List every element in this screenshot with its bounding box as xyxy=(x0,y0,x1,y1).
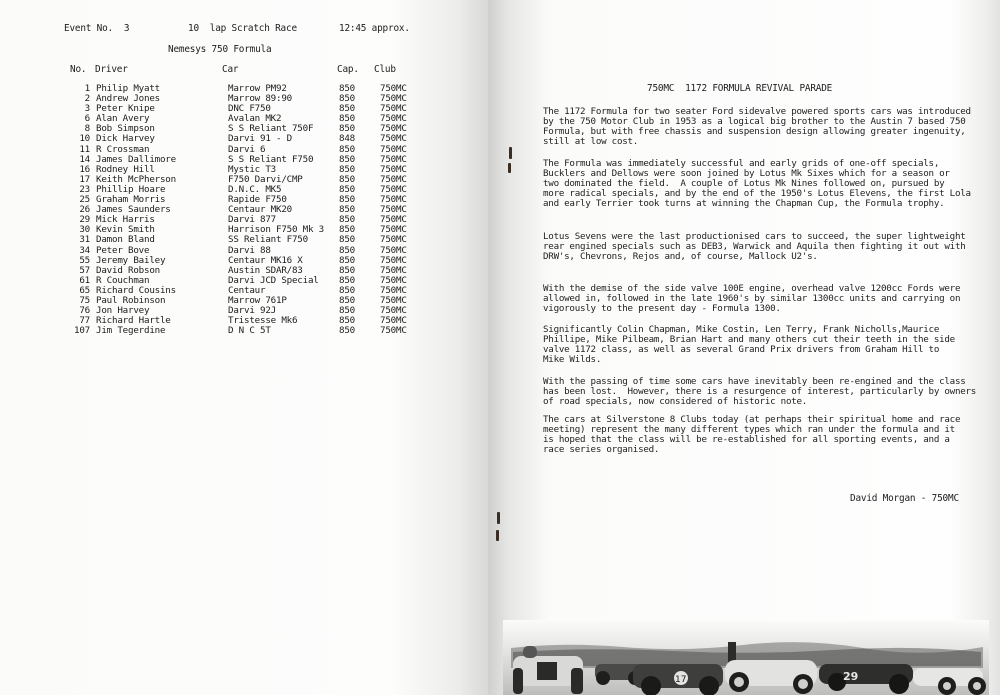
article-paragraph: The 1172 Formula for two seater Ford sidevalve powered sports cars was introduced by the 750 Motor Club in 1953 as a logical big brother to the Austin 7 based 750 Formula, but with free chassis and suspension design allowing greater ingenuity, still at low cost. xyxy=(543,106,971,148)
entry-car: F750 Darvi/CMP xyxy=(228,173,303,185)
entry-capacity: 850 xyxy=(339,234,355,246)
entry-club: 750MC xyxy=(380,325,407,337)
entry-driver: Philip Myatt xyxy=(96,83,160,94)
entry-capacity: 850 xyxy=(339,305,355,317)
left-page xyxy=(0,0,488,695)
entry-car: Mystic T3 xyxy=(228,163,276,175)
entry-capacity: 850 xyxy=(339,224,355,236)
entry-club: 750MC xyxy=(380,224,407,236)
entry-number: 16 xyxy=(79,163,90,175)
entry-club: 750MC xyxy=(380,83,407,94)
entry-club: 750MC xyxy=(380,244,407,256)
entry-club: 750MC xyxy=(380,305,407,317)
entry-club: 750MC xyxy=(380,234,407,246)
entry-club: 750MC xyxy=(380,173,407,185)
entry-car: Darvi 877 xyxy=(228,214,276,226)
entry-capacity: 850 xyxy=(339,214,355,226)
entry-driver: Jim Tegerdine xyxy=(96,325,166,337)
column-header-driver: Driver xyxy=(95,64,128,75)
entry-driver: Dick Harvey xyxy=(96,133,155,145)
entry-number: 8 xyxy=(84,123,90,135)
entry-car: Marrow PM92 xyxy=(228,83,287,94)
entry-number: 77 xyxy=(79,315,90,327)
entry-capacity: 850 xyxy=(339,93,355,105)
entry-club: 750MC xyxy=(380,204,407,216)
staple-mark xyxy=(508,163,511,173)
staple-mark xyxy=(496,530,499,541)
column-header-car: Car xyxy=(222,64,239,75)
entry-club: 750MC xyxy=(380,214,407,226)
entry-car: Darvi JCD Special xyxy=(228,274,319,286)
entry-number: 75 xyxy=(79,294,90,306)
staple-mark xyxy=(497,512,500,524)
entry-driver: Keith McPherson xyxy=(96,173,176,185)
entry-capacity: 848 xyxy=(339,133,355,145)
entry-driver: Peter Bove xyxy=(96,244,150,256)
entry-capacity: 850 xyxy=(339,274,355,286)
entry-driver: Phillip Hoare xyxy=(96,183,166,195)
entry-number: 10 xyxy=(79,133,90,145)
entry-driver: Rodney Hill xyxy=(96,163,155,175)
entry-number: 14 xyxy=(79,153,90,165)
entry-number: 6 xyxy=(84,113,90,125)
entry-number: 57 xyxy=(79,264,90,276)
entry-number: 17 xyxy=(79,173,90,185)
entry-car: Tristesse Mk6 xyxy=(228,315,298,327)
entry-club: 750MC xyxy=(380,274,407,286)
entry-club: 750MC xyxy=(380,194,407,206)
entry-capacity: 850 xyxy=(339,254,355,266)
entry-driver: Jeremy Bailey xyxy=(96,254,166,266)
entry-club: 750MC xyxy=(380,153,407,165)
entry-driver: Kevin Smith xyxy=(96,224,155,236)
vintage-race-cars-image xyxy=(503,620,989,695)
entry-car: DNC F750 xyxy=(228,103,271,115)
entry-car: Darvi 88 xyxy=(228,244,271,256)
entry-row xyxy=(60,326,430,336)
entry-club: 750MC xyxy=(380,93,407,105)
entry-driver: Damon Bland xyxy=(96,234,155,246)
entry-driver: Graham Morris xyxy=(96,194,166,206)
entry-club: 750MC xyxy=(380,133,407,145)
entry-club: 750MC xyxy=(380,123,407,135)
entry-driver: Mick Harris xyxy=(96,214,155,226)
entry-driver: James Dallimore xyxy=(96,153,176,165)
race-photo xyxy=(503,620,989,695)
entry-car: Centaur MK20 xyxy=(228,204,292,216)
article-signature: David Morgan - 750MC xyxy=(850,493,959,504)
entry-number: 30 xyxy=(79,224,90,236)
entry-capacity: 850 xyxy=(339,173,355,185)
entry-capacity: 850 xyxy=(339,315,355,327)
entry-driver: Peter Knipe xyxy=(96,103,155,115)
race-type: 10 lap Scratch Race xyxy=(188,23,297,34)
entry-club: 750MC xyxy=(380,103,407,115)
entry-car: Darvi 91 - D xyxy=(228,133,292,145)
entry-capacity: 850 xyxy=(339,143,355,155)
entry-club: 750MC xyxy=(380,264,407,276)
entry-car: D N C 5T xyxy=(228,325,271,337)
entry-capacity: 850 xyxy=(339,194,355,206)
entry-car: Marrow 89:90 xyxy=(228,93,292,105)
entry-car: SS Reliant F750 xyxy=(228,234,308,246)
entry-car: Centaur MK16 X xyxy=(228,254,303,266)
entry-number: 23 xyxy=(79,183,90,195)
column-header-no: No. xyxy=(70,64,87,75)
entry-driver: Andrew Jones xyxy=(96,93,160,105)
entry-list xyxy=(60,84,430,336)
entry-number: 1 xyxy=(84,83,90,94)
entry-capacity: 850 xyxy=(339,284,355,296)
entry-driver: Richard Hartle xyxy=(96,315,171,327)
entry-driver: R Couchman xyxy=(96,274,150,286)
entry-car: Darvi 92J xyxy=(228,305,276,317)
entry-number: 3 xyxy=(84,103,90,115)
entry-number: 31 xyxy=(79,234,90,246)
entry-car: Harrison F750 Mk 3 xyxy=(228,224,324,236)
entry-club: 750MC xyxy=(380,254,407,266)
entry-car: Centaur xyxy=(228,284,266,296)
entry-number: 34 xyxy=(79,244,90,256)
entry-car: D.N.C. MK5 xyxy=(228,183,282,195)
column-header-cap: Cap. xyxy=(337,64,359,75)
entry-row xyxy=(60,235,430,245)
entry-car: Rapide F750 xyxy=(228,194,287,206)
entry-capacity: 850 xyxy=(339,163,355,175)
entry-number: 55 xyxy=(79,254,90,266)
entry-club: 750MC xyxy=(380,143,407,155)
entry-club: 750MC xyxy=(380,113,407,125)
entry-number: 25 xyxy=(79,194,90,206)
entry-car: Avalan MK2 xyxy=(228,113,282,125)
entry-capacity: 850 xyxy=(339,103,355,115)
entry-capacity: 850 xyxy=(339,294,355,306)
car-number: 17 xyxy=(675,675,687,685)
entry-club: 750MC xyxy=(380,163,407,175)
entry-driver: James Saunders xyxy=(96,204,171,216)
entry-driver: R Crossman xyxy=(96,143,150,155)
entry-club: 750MC xyxy=(380,284,407,296)
entry-driver: Richard Cousins xyxy=(96,284,176,296)
article-title: 750MC 1172 FORMULA REVIVAL PARADE xyxy=(647,83,833,94)
entry-capacity: 850 xyxy=(339,113,355,125)
entry-number: 29 xyxy=(79,214,90,226)
article-paragraph: Lotus Sevens were the last productionised cars to succeed, the super lightweight rear engined specials such as DEB3, Warwick and Aquila then fighting it out with DRW's, Chevrons, Rejos and, of course, Mallock U2's. xyxy=(543,231,966,263)
column-header-club: Club xyxy=(374,64,396,75)
entry-driver: Bob Simpson xyxy=(96,123,155,135)
formula-title: Nemesys 750 Formula xyxy=(168,44,272,55)
article-paragraph: With the demise of the side valve 100E engine, overhead valve 1200cc Fords were allowed in, followed in the late 1960's by similar 1300cc units and carrying on vigorously to the present day - Formula 1300. xyxy=(543,283,961,315)
entry-number: 26 xyxy=(79,204,90,216)
entry-number: 11 xyxy=(79,143,90,155)
entry-car: S S Reliant 750F xyxy=(228,123,314,135)
entry-driver: David Robson xyxy=(96,264,160,276)
entry-capacity: 850 xyxy=(339,244,355,256)
entry-capacity: 850 xyxy=(339,264,355,276)
entry-number: 76 xyxy=(79,305,90,317)
race-time: 12:45 approx. xyxy=(339,23,410,34)
entry-capacity: 850 xyxy=(339,123,355,135)
entry-number: 107 xyxy=(74,325,90,337)
entry-driver: Paul Robinson xyxy=(96,294,166,306)
entry-capacity: 850 xyxy=(339,204,355,216)
entry-club: 750MC xyxy=(380,183,407,195)
entry-car: S S Reliant F750 xyxy=(228,153,314,165)
entry-capacity: 850 xyxy=(339,183,355,195)
entry-driver: Alan Avery xyxy=(96,113,150,125)
entry-number: 65 xyxy=(79,284,90,296)
entry-club: 750MC xyxy=(380,315,407,327)
article-paragraph: With the passing of time some cars have inevitably been re-engined and the class has been lost. However, there is a resurgence of interest, particularly by owners of road specials, now considered of historic note. xyxy=(543,376,977,408)
article-paragraph: Significantly Colin Chapman, Mike Costin, Len Terry, Frank Nicholls,Maurice Phillipe, Mike Pilbeam, Brian Hart and many others cut their teeth in the side valve 1172 class, as well as several Grand Prix drivers from Graham Hill to Mike Wilds. xyxy=(543,324,955,366)
entry-car: Darvi 6 xyxy=(228,143,266,155)
entry-car: Austin SDAR/83 xyxy=(228,264,303,276)
entry-number: 61 xyxy=(79,274,90,286)
entry-capacity: 850 xyxy=(339,83,355,94)
entry-driver: Jon Harvey xyxy=(96,305,150,317)
entry-capacity: 850 xyxy=(339,325,355,337)
article-paragraph: The cars at Silverstone 8 Clubs today (at perhaps their spiritual home and race meeting) represent the many different types which ran under the formula and it is hoped that the class will be re-established for all sporting events, and a race series organised. xyxy=(543,414,961,456)
article-paragraph: The Formula was immediately successful and early grids of one-off specials, Bucklers and Dellows were soon joined by Lotus Mk Sixes which for a season or two dominated the field. A couple of Lotus Mk Nines followed on, pursued by more radical specials, and by the end of the 1950's Lotus Elevens, the first Lola and early Terrier took turns at winning the Chapman Cup, the Formula trophy. xyxy=(543,158,971,210)
entry-car: Marrow 761P xyxy=(228,294,287,306)
staple-mark xyxy=(509,147,512,159)
entry-number: 2 xyxy=(84,93,90,105)
event-number: Event No. 3 xyxy=(64,23,130,34)
entry-club: 750MC xyxy=(380,294,407,306)
car-number: 29 xyxy=(843,670,859,683)
entry-capacity: 850 xyxy=(339,153,355,165)
